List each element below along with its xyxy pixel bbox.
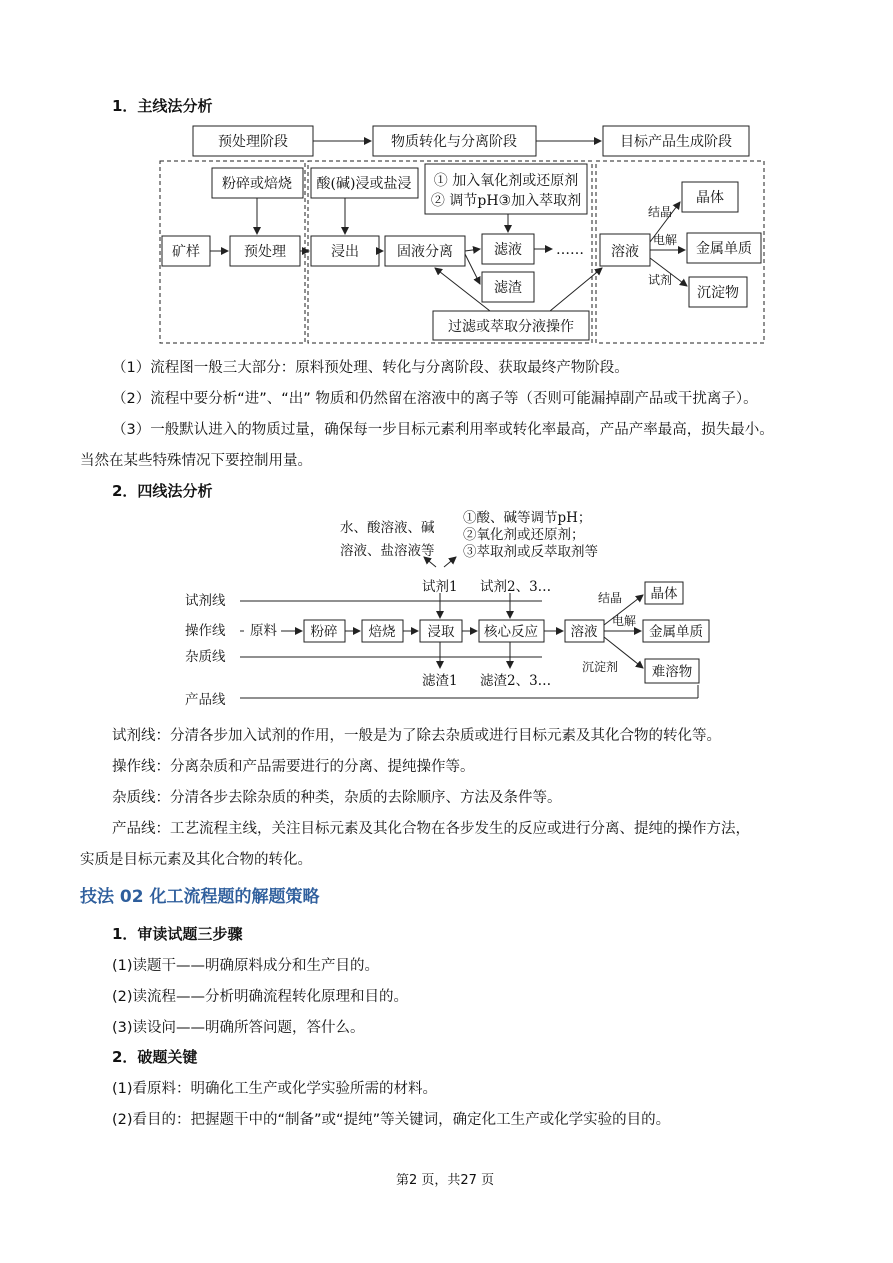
note-text: 溶液、盐溶液等 — [340, 543, 435, 559]
node-label: 酸(碱)浸或盐浸 — [316, 176, 412, 192]
note-text: ③萃取剂或反萃取剂等 — [463, 544, 598, 560]
arrow-label: 电解 — [653, 233, 678, 247]
node-label: 滤渣 — [494, 280, 522, 296]
node-label: 溶液 — [611, 244, 639, 260]
note-text: ①酸、碱等调节pH； — [463, 510, 592, 526]
node-label: ② 调节pH③加入萃取剂 — [430, 193, 582, 209]
line-label: 杂质线 — [185, 649, 226, 665]
node-label: 晶体 — [696, 190, 724, 206]
node-label: 浸出 — [331, 244, 359, 260]
list-item: (2)看目的：把握题干中的“制备”或“提纯”等关键词，确定化工生产或化学实验的目的。 — [112, 1112, 671, 1128]
list-item: (2)读流程——分析明确流程转化原理和目的。 — [112, 989, 409, 1005]
paragraph: （1）流程图一般三大部分：原料预处理、转化与分离阶段、获取最终产物阶段。 — [112, 360, 629, 376]
node-label: 浸取 — [427, 624, 455, 640]
list-item: (3)读设问——明确所答问题，答什么。 — [112, 1020, 365, 1036]
mainline-flow-diagram — [150, 118, 775, 350]
node-label: 预处理 — [244, 244, 286, 260]
residue-label: 滤渣2、3… — [480, 673, 552, 689]
list-item: (1)读题干——明确原料成分和生产目的。 — [112, 958, 380, 974]
node-label: 粉碎 — [310, 624, 338, 640]
arrow-label: 结晶 — [598, 591, 623, 605]
node-label: 焙烧 — [368, 624, 396, 640]
node-label: 金属单质 — [696, 241, 752, 257]
reagent-label: 试剂1 — [422, 579, 458, 595]
node-label: 滤液 — [494, 242, 522, 258]
stage-label: 目标产品生成阶段 — [620, 134, 732, 150]
arrow-label: 结晶 — [648, 205, 673, 219]
stage-label: 物质转化与分离阶段 — [391, 134, 517, 150]
fourline-flow-diagram — [180, 505, 720, 712]
node-label: 溶液 — [570, 624, 598, 640]
node-label: 难溶物 — [651, 664, 693, 680]
paragraph: （2）流程中要分析“进”、“出” 物质和仍然留在溶液中的离子等（否则可能漏掉副产品或干扰离子）。 — [112, 391, 758, 407]
list-item: (1)看原料：明确化工生产或化学实验所需的材料。 — [112, 1081, 438, 1097]
section-heading-key: 2．破题关键 — [112, 1048, 198, 1066]
section-heading-fourline: 2．四线法分析 — [112, 482, 213, 500]
line-label: 产品线 — [185, 692, 226, 708]
note-text: 水、酸溶液、碱 — [340, 520, 435, 536]
section-heading-review: 1．审读试题三步骤 — [112, 925, 243, 943]
node-label: 金属单质 — [649, 624, 703, 640]
stage-label: 预处理阶段 — [218, 134, 288, 150]
node-label: 核心反应 — [484, 624, 538, 640]
reagent-label: 试剂2、3… — [480, 579, 552, 595]
node-label: 矿样 — [172, 244, 200, 260]
node-label: 过滤或萃取分液操作 — [448, 319, 574, 335]
arrow-label: 沉淀剂 — [582, 660, 619, 674]
node-label: ① 加入氧化剂或还原剂 — [433, 173, 579, 189]
node-label: 粉碎或焙烧 — [222, 176, 292, 192]
technique-title: 技法 02 化工流程题的解题策略 — [80, 887, 320, 907]
paragraph: 杂质线：分清各步去除杂质的种类，杂质的去除顺序、方法及条件等。 — [112, 790, 562, 806]
paragraph: 当然在某些特殊情况下要控制用量。 — [80, 453, 312, 469]
node-label: 晶体 — [650, 586, 678, 602]
page-number: 第2 页，共27 页 — [396, 1173, 495, 1188]
paragraph: 操作线：分离杂质和产品需要进行的分离、提纯操作等。 — [112, 759, 475, 775]
node-label: 固液分离 — [397, 244, 453, 260]
note-text: ②氧化剂或还原剂； — [463, 527, 585, 543]
paragraph: （3）一般默认进入的物质过量，确保每一步目标元素利用率或转化率最高，产品产率最高，损失最小。 — [112, 422, 774, 438]
residue-label: 滤渣1 — [422, 673, 458, 689]
node-label: 原料 — [250, 623, 277, 639]
line-label: 试剂线 — [185, 593, 226, 609]
paragraph: 产品线：工艺流程主线，关注目标元素及其化合物在各步发生的反应或进行分离、提纯的操作方法， — [112, 821, 750, 837]
paragraph: 试剂线：分清各步加入试剂的作用，一般是为了除去杂质或进行目标元素及其化合物的转化等。 — [112, 728, 721, 744]
node-label: …… — [556, 242, 584, 258]
paragraph: 实质是目标元素及其化合物的转化。 — [80, 852, 312, 868]
node-label: 沉淀物 — [697, 285, 739, 301]
section-heading-mainline: 1．主线法分析 — [112, 97, 213, 115]
arrow-label: 试剂 — [648, 273, 673, 287]
line-label: 操作线 — [185, 623, 226, 639]
arrow-label: 电解 — [612, 614, 637, 628]
